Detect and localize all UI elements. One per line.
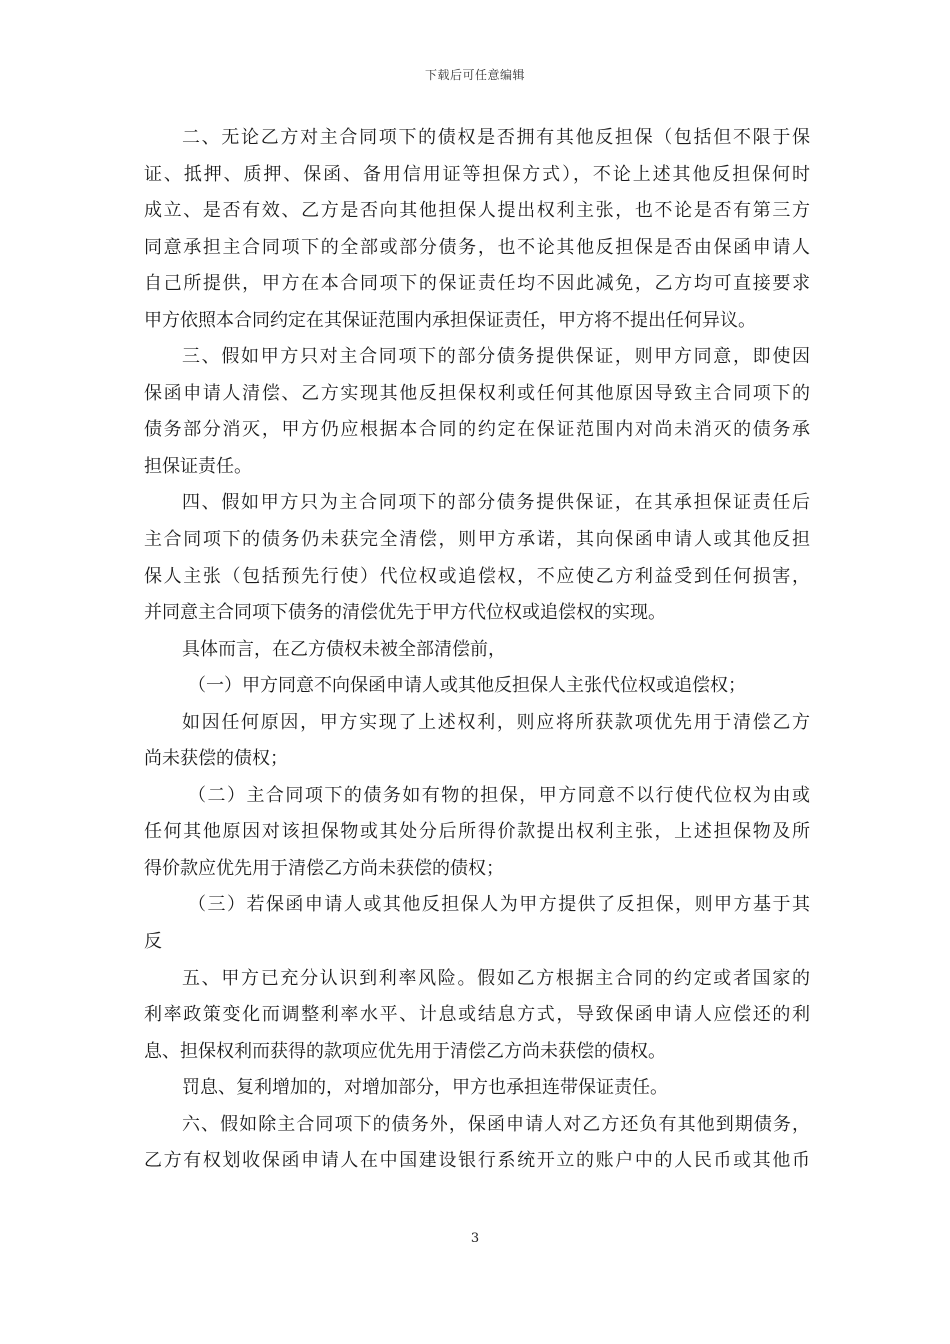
text-line: 五、甲方已充分认识到利率风险。假如乙方根据主合同的约定或者国家的	[182, 967, 810, 989]
text-line: 四、假如甲方只为主合同项下的部分债务提供保证，在其承担保证责任后	[182, 492, 810, 514]
text-line: 证、抵押、质押、保函、备用信用证等担保方式），不论上述其他反担保何时	[144, 163, 810, 185]
document-body	[144, 120, 810, 1180]
text-line: 自己所提供，甲方在本合同项下的保证责任均不因此减免，乙方均可直接要求	[144, 273, 810, 295]
text-line: 任何其他原因对该担保物或其处分后所得价款提出权利主张，上述担保物及所	[144, 821, 810, 843]
text-line: 三、假如甲方只对主合同项下的部分债务提供保证，则甲方同意，即使因	[182, 346, 810, 368]
text-line: 保人主张（包括预先行使）代位权或追偿权，不应使乙方利益受到任何损害，	[144, 565, 810, 587]
text-line: 主合同项下的债务仍未获完全清偿，则甲方承诺，其向保函申请人或其他反担	[144, 529, 810, 551]
text-line: 同意承担主合同项下的全部或部分债务，也不论其他反担保是否由保函申请人	[144, 236, 810, 258]
text-line: 并同意主合同项下债务的清偿优先于甲方代位权或追偿权的实现。	[144, 602, 666, 624]
text-line: 利率政策变化而调整利率水平、计息或结息方式，导致保函申请人应偿还的利	[144, 1004, 810, 1026]
text-line: 成立、是否有效、乙方是否向其他担保人提出权利主张，也不论是否有第三方	[144, 200, 810, 222]
text-line: 具体而言，在乙方债权未被全部清偿前，	[182, 638, 506, 660]
text-line: 罚息、复利增加的，对增加部分，甲方也承担连带保证责任。	[182, 1077, 668, 1099]
text-line: 反	[144, 931, 162, 953]
text-line: 如因任何原因，甲方实现了上述权利，则应将所获款项优先用于清偿乙方	[182, 711, 810, 733]
text-line: 尚未获偿的债权；	[144, 748, 288, 770]
text-line: 得价款应优先用于清偿乙方尚未获偿的债权；	[144, 857, 504, 879]
text-line: 债务部分消灭，甲方仍应根据本合同的约定在保证范围内对尚未消灭的债务承	[144, 419, 810, 441]
text-line: （一）甲方同意不向保函申请人或其他反担保人主张代位权或追偿权；	[188, 675, 746, 697]
page-number: 3	[470, 1231, 480, 1246]
text-line: 乙方有权划收保函申请人在中国建设银行系统开立的账户中的人民币或其他币	[144, 1150, 810, 1172]
text-line: 保函申请人清偿、乙方实现其他反担保权利或任何其他原因导致主合同项下的	[144, 382, 810, 404]
text-line: （二）主合同项下的债务如有物的担保，甲方同意不以行使代位权为由或	[188, 784, 810, 806]
text-line: 担保证责任。	[144, 455, 252, 477]
text-line: （三）若保函申请人或其他反担保人为甲方提供了反担保，则甲方基于其	[188, 894, 810, 916]
text-line: 六、假如除主合同项下的债务外，保函申请人对乙方还负有其他到期债务，	[182, 1113, 810, 1135]
text-line: 甲方依照本合同约定在其保证范围内承担保证责任，甲方将不提出任何异议。	[144, 309, 756, 331]
page-header: 下载后可任意编辑	[424, 68, 525, 82]
text-line: 二、无论乙方对主合同项下的债权是否拥有其他反担保（包括但不限于保	[182, 127, 810, 148]
text-line: 息、担保权利而获得的款项应优先用于清偿乙方尚未获偿的债权。	[144, 1040, 666, 1062]
